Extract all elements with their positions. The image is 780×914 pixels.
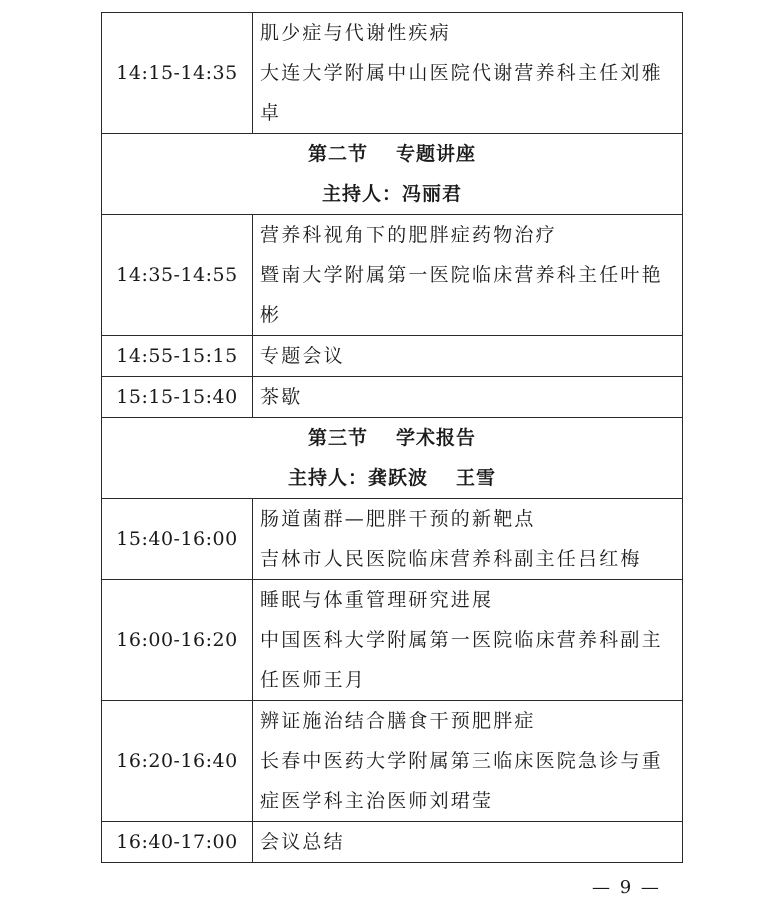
section-host-secondary: 王雪 bbox=[456, 467, 497, 489]
section-theme: 学术报告 bbox=[396, 427, 477, 449]
section-number: 第三节 bbox=[307, 427, 368, 449]
page-number: — 9 — bbox=[592, 877, 661, 898]
speaker-info: 大连大学附属中山医院代谢营养科主任刘雅 bbox=[260, 62, 663, 84]
schedule-table bbox=[101, 12, 683, 863]
agenda-item: 茶歇 bbox=[260, 386, 303, 408]
section-row bbox=[102, 134, 683, 215]
section-host bbox=[102, 458, 682, 498]
speaker-info-continued: 任医师王月 bbox=[260, 669, 367, 691]
table-row bbox=[102, 13, 683, 134]
time-cell: 14:35-14:55 bbox=[102, 215, 253, 336]
table-row bbox=[102, 580, 683, 701]
talk-title: 营养科视角下的肥胖症药物治疗 bbox=[260, 224, 557, 246]
table-row bbox=[102, 377, 683, 418]
section-row bbox=[102, 418, 683, 499]
section-host-primary: 主持人：龚跃波 bbox=[287, 467, 428, 489]
time-cell: 14:15-14:35 bbox=[102, 13, 253, 134]
speaker-info-continued: 卓 bbox=[260, 102, 282, 124]
content-cell bbox=[253, 377, 683, 418]
agenda-item: 专题会议 bbox=[260, 345, 345, 367]
speaker-info: 吉林市人民医院临床营养科副主任吕红梅 bbox=[260, 548, 642, 570]
content-cell bbox=[253, 13, 683, 134]
time-cell: 16:40-17:00 bbox=[102, 822, 253, 863]
time-cell: 15:40-16:00 bbox=[102, 499, 253, 580]
speaker-info: 长春中医药大学附属第三临床医院急诊与重 bbox=[260, 750, 663, 772]
table-row bbox=[102, 336, 683, 377]
table-row bbox=[102, 215, 683, 336]
section-title bbox=[102, 418, 682, 458]
content-cell bbox=[253, 580, 683, 701]
talk-title: 睡眠与体重管理研究进展 bbox=[260, 589, 494, 611]
section-host: 主持人：冯丽君 bbox=[321, 183, 462, 205]
content-cell bbox=[253, 499, 683, 580]
talk-title: 辨证施治结合膳食干预肥胖症 bbox=[260, 710, 536, 732]
talk-title: 肌少症与代谢性疾病 bbox=[260, 22, 451, 44]
table-row bbox=[102, 701, 683, 822]
speaker-info: 暨南大学附属第一医院临床营养科主任叶艳 bbox=[260, 264, 663, 286]
speaker-info-continued: 症医学科主治医师刘珺莹 bbox=[260, 790, 494, 812]
section-header-cell bbox=[102, 418, 683, 499]
time-cell: 14:55-15:15 bbox=[102, 336, 253, 377]
content-cell bbox=[253, 701, 683, 822]
agenda-item: 会议总结 bbox=[260, 831, 345, 853]
time-cell: 15:15-15:40 bbox=[102, 377, 253, 418]
content-cell bbox=[253, 215, 683, 336]
section-title bbox=[102, 134, 682, 174]
time-cell: 16:20-16:40 bbox=[102, 701, 253, 822]
speaker-info: 中国医科大学附属第一医院临床营养科副主 bbox=[260, 629, 663, 651]
section-header-cell bbox=[102, 134, 683, 215]
section-number: 第二节 bbox=[307, 143, 368, 165]
content-cell bbox=[253, 336, 683, 377]
speaker-info-continued: 彬 bbox=[260, 304, 282, 326]
section-theme: 专题讲座 bbox=[396, 143, 477, 165]
table-row bbox=[102, 822, 683, 863]
content-cell bbox=[253, 822, 683, 863]
time-cell: 16:00-16:20 bbox=[102, 580, 253, 701]
talk-title: 肠道菌群—肥胖干预的新靶点 bbox=[260, 508, 536, 530]
table-row bbox=[102, 499, 683, 580]
